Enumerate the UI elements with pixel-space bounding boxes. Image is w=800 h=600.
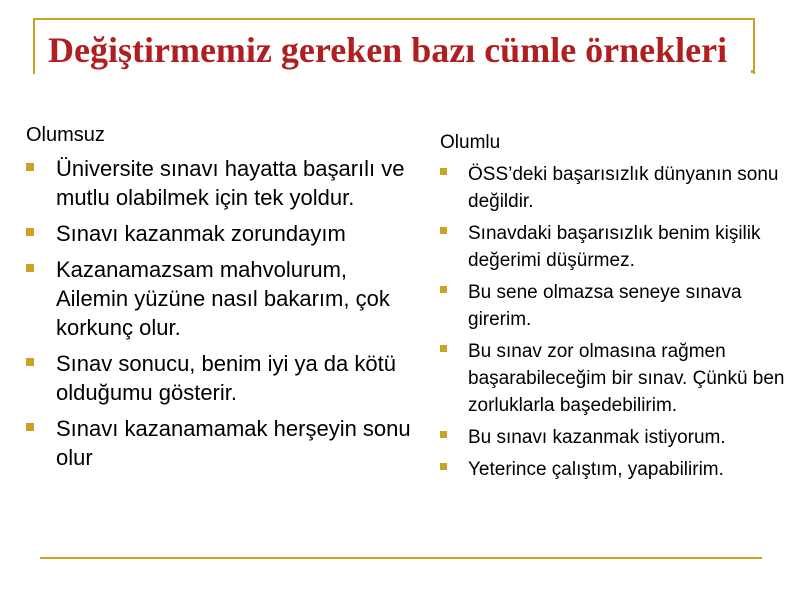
square-bullet-icon [26, 163, 34, 171]
list-item-text: ÖSS’deki başarısızlık dünyanın sonu değildir. [468, 164, 779, 212]
positive-list [440, 161, 785, 488]
bottom-divider-line [40, 557, 762, 559]
negative-heading: Olumsuz [26, 124, 105, 146]
square-bullet-icon [440, 431, 447, 438]
title-frame-top-line [33, 18, 755, 20]
title-frame-dot [751, 70, 754, 73]
list-item [26, 255, 416, 342]
square-bullet-icon [440, 168, 447, 175]
list-item [440, 220, 785, 274]
list-item [26, 414, 416, 472]
negative-list [26, 154, 416, 479]
list-item [440, 456, 785, 483]
square-bullet-icon [26, 423, 34, 431]
square-bullet-icon [26, 228, 34, 236]
list-item-text: Kazanamazsam mahvolurum, Ailemin yüzüne nasıl bakarım, çok korkunç olur. [56, 257, 390, 340]
list-item [26, 154, 416, 212]
title-frame-right-line [753, 18, 755, 74]
square-bullet-icon [26, 358, 34, 366]
square-bullet-icon [440, 227, 447, 234]
square-bullet-icon [440, 463, 447, 470]
list-item-text: Bu sınav zor olmasına rağmen başarabileceğim bir sınav. Çünkü ben zorluklarla başedebilirim. [468, 341, 785, 416]
list-item [26, 349, 416, 407]
list-item-text: Bu sene olmazsa seneye sınava girerim. [468, 282, 742, 330]
slide-title: Değiştirmemiz gereken bazı cümle örnekleri [48, 30, 728, 70]
positive-heading: Olumlu [440, 132, 501, 153]
list-item [440, 424, 785, 451]
square-bullet-icon [440, 286, 447, 293]
list-item-text: Yeterince çalıştım, yapabilirim. [468, 459, 724, 480]
title-frame-left-line [33, 18, 35, 74]
list-item-text: Sınavı kazanmak zorundayım [56, 221, 346, 246]
list-item [440, 161, 785, 215]
list-item [440, 338, 785, 419]
list-item-text: Üniversite sınavı hayatta başarılı ve mutlu olabilmek için tek yoldur. [56, 156, 405, 210]
list-item-text: Sınavdaki başarısızlık benim kişilik değerimi düşürmez. [468, 223, 761, 271]
square-bullet-icon [26, 264, 34, 272]
list-item-text: Sınav sonucu, benim iyi ya da kötü olduğumu gösterir. [56, 351, 396, 405]
list-item [440, 279, 785, 333]
list-item-text: Sınavı kazanamamak herşeyin sonu olur [56, 416, 411, 470]
list-item-text: Bu sınavı kazanmak istiyorum. [468, 427, 726, 448]
list-item [26, 219, 416, 248]
square-bullet-icon [440, 345, 447, 352]
